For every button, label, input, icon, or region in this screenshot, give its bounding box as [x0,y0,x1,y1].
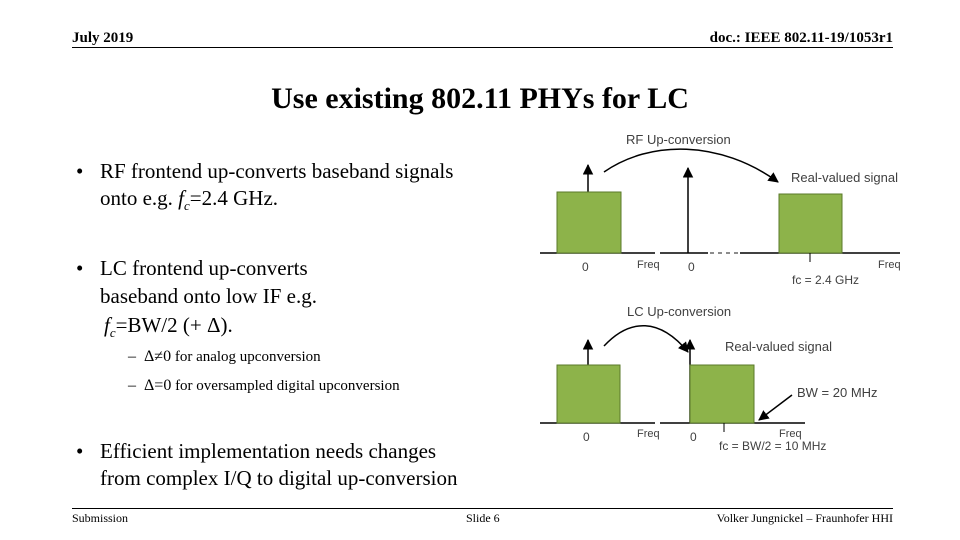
lc-freq-right: Freq [779,428,802,440]
bullet-1-suffix: =2.4 GHz. [189,186,279,210]
bullet-2-suffix: =BW/2 (+ Δ). [115,313,233,337]
bullet-3-line-2: from complex I/Q to digital up-conversion [100,466,458,490]
footer-author: Volker Jungnickel – Fraunhofer HHI [716,511,893,525]
bullet-1-marker: • [76,159,84,183]
rf-freq-left: Freq [637,259,660,271]
footer-slide-number: Slide 6 [466,511,500,525]
sub-bullet-2-text: for oversampled digital upconversion [171,378,400,394]
rf-freq-right: Freq [878,259,901,271]
slide-title: Use existing 802.11 PHYs for LC [271,82,689,115]
footer-submission: Submission [72,511,129,525]
bullet-2-sub: c [109,325,116,341]
bullet-2-line-2: baseband onto low IF e.g. [100,284,317,308]
rf-signal-label: Real-valued signal [791,170,898,185]
rf-diagram [540,132,901,287]
header-date: July 2019 [72,30,134,46]
sub-bullet-2-dash: – [128,377,136,394]
sub-bullet-1-text: for analog upconversion [171,349,321,365]
lc-fc-label: fc = BW/2 = 10 MHz [719,439,827,453]
rf-shift-arrow [604,149,778,182]
lc-zero-right: 0 [690,430,697,444]
bullet-3-line-1: Efficient implementation needs changes [100,439,437,463]
lc-shift-arrow [604,326,688,352]
lc-signal-label: Real-valued signal [725,339,832,354]
rf-baseband-block [557,192,621,253]
lc-bw-label: BW = 20 MHz [797,385,878,400]
sub-bullet-2-symbol: Δ=0 [144,377,172,394]
bullet-2-var: f [104,313,110,337]
rf-zero-left: 0 [582,260,589,274]
rf-passband-block [779,194,842,253]
lc-zero-left: 0 [583,430,590,444]
bullet-1-prefix: onto e.g. [100,186,179,210]
bullet-2-line-1: LC frontend up-converts [100,256,308,280]
lc-lowif-block [690,365,754,423]
lc-heading: LC Up-conversion [627,304,732,319]
rf-heading: RF Up-conversion [626,132,731,147]
bullet-1-sub: c [184,198,190,214]
lc-diagram [540,304,878,453]
lc-baseband-block [557,365,620,423]
sub-bullet-1-dash: – [128,348,136,365]
bullet-1-line-1: RF frontend up-converts baseband signals [100,159,454,183]
lc-bw-arrow [759,395,792,420]
bullet-3-marker: • [76,439,84,463]
footer-rule [72,508,893,509]
bullet-2-marker: • [76,256,84,280]
header-doc-id: doc.: IEEE 802.11-19/1053r1 [709,30,893,46]
lc-freq-left: Freq [637,428,660,440]
rf-zero-right: 0 [688,260,695,274]
rf-fc-label: fc = 2.4 GHz [792,273,860,287]
bullet-1-var: f [178,186,184,210]
sub-bullet-1-symbol: Δ≠0 [144,348,172,365]
